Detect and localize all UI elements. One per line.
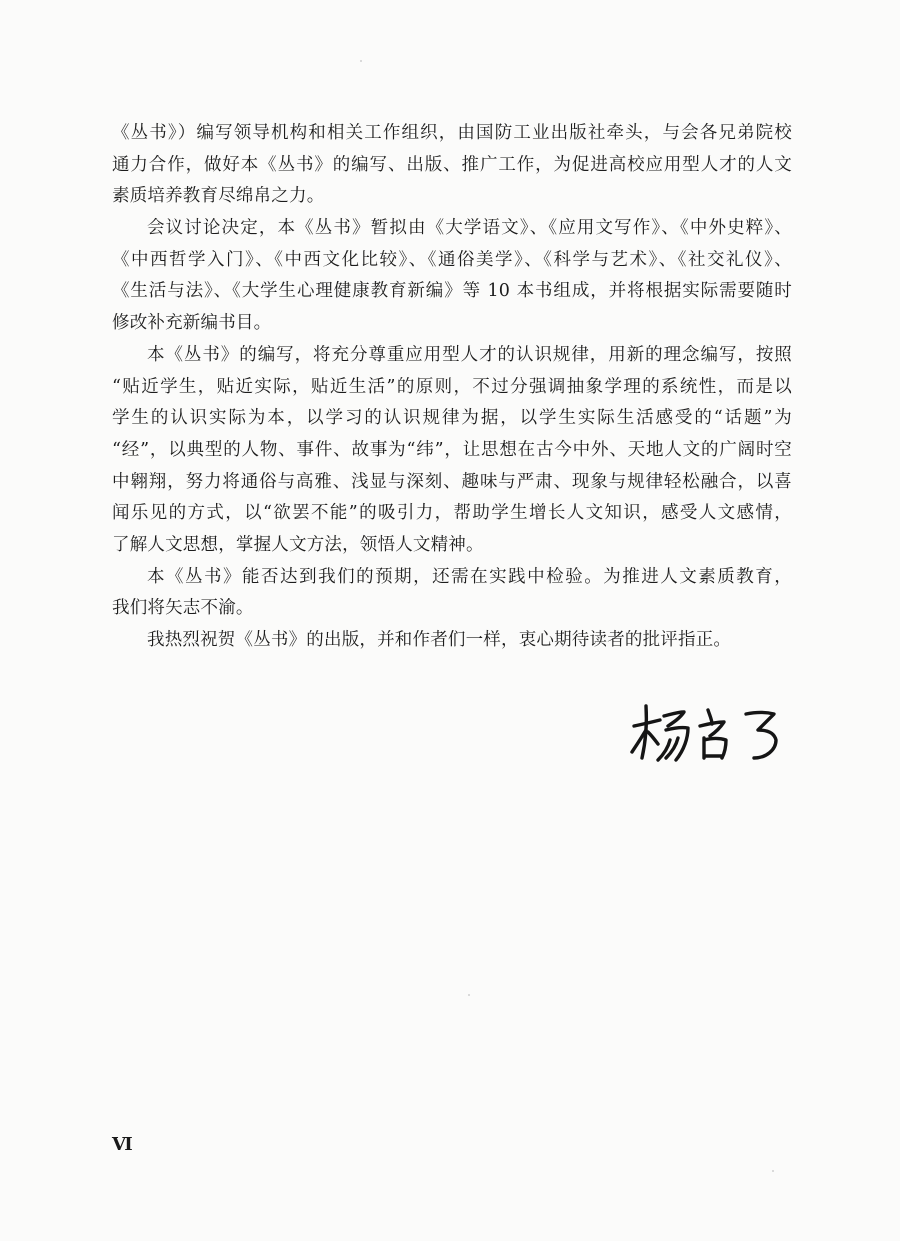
text-line: 本《丛书》能否达到我们的预期，还需在实践中检验。为推进人文素质教育， xyxy=(147,566,792,587)
text-line: 我们将矢志不渝。 xyxy=(112,598,254,619)
text-line: 中翱翔，努力将通俗与高雅、浅显与深刻、趣味与严肃、现象与规律轻松融合，以喜 xyxy=(112,471,792,492)
text-line: 我热烈祝贺《丛书》的出版，并和作者们一样，衷心期待读者的批评指正。 xyxy=(147,630,732,650)
text-line: 闻乐见的方式，以“欲罢不能”的吸引力，帮助学生增长人文知识，感受人文感情， xyxy=(112,503,792,524)
text-line: 《丛书》）编写领导机构和相关工作组织，由国防工业出版社牵头，与会各兄弟院校 xyxy=(112,123,792,143)
text-line: 修改补充新编书目。 xyxy=(112,313,272,334)
text-line: 学生的认识实际为本，以学习的认识规律为据，以学生实际生活感受的“话题”为 xyxy=(112,408,792,429)
text-line: 通力合作，做好本《丛书》的编写、出版、推广工作，为促进高校应用型人才的人文 xyxy=(112,154,792,175)
text-line: “经”，以典型的人物、事件、故事为“纬”，让思想在古今中外、天地人文的广阔时空 xyxy=(112,439,792,460)
page-number: Ⅵ xyxy=(112,1134,132,1154)
text-line: 素质培养教育尽绵帛之力。 xyxy=(112,186,325,207)
body-text xyxy=(112,118,792,657)
text-line: 《生活与法》、《大学生心理健康教育新编》等 10 本书组成，并将根据实际需要随时 xyxy=(112,281,792,302)
text-line: 了解人文思想，掌握人文方法，领悟人文精神。 xyxy=(112,534,484,555)
text-line: 会议讨论决定，本《丛书》暂拟由《大学语文》、《应用文写作》、《中外史粹》、 xyxy=(147,218,792,239)
text-line: 《中西哲学入门》、《中西文化比较》、《通俗美学》、《科学与艺术》、《社交礼仪》、 xyxy=(112,249,792,270)
handwritten-signature xyxy=(630,700,790,770)
scan-speck xyxy=(468,994,470,996)
scan-speck xyxy=(360,60,362,62)
text-line: “贴近学生，贴近实际，贴近生活”的原则，不过分强调抽象学理的系统性，而是以 xyxy=(112,376,792,397)
scan-speck xyxy=(772,1170,774,1172)
text-line: 本《丛书》的编写，将充分尊重应用型人才的认识规律，用新的理念编写，按照 xyxy=(147,344,792,365)
